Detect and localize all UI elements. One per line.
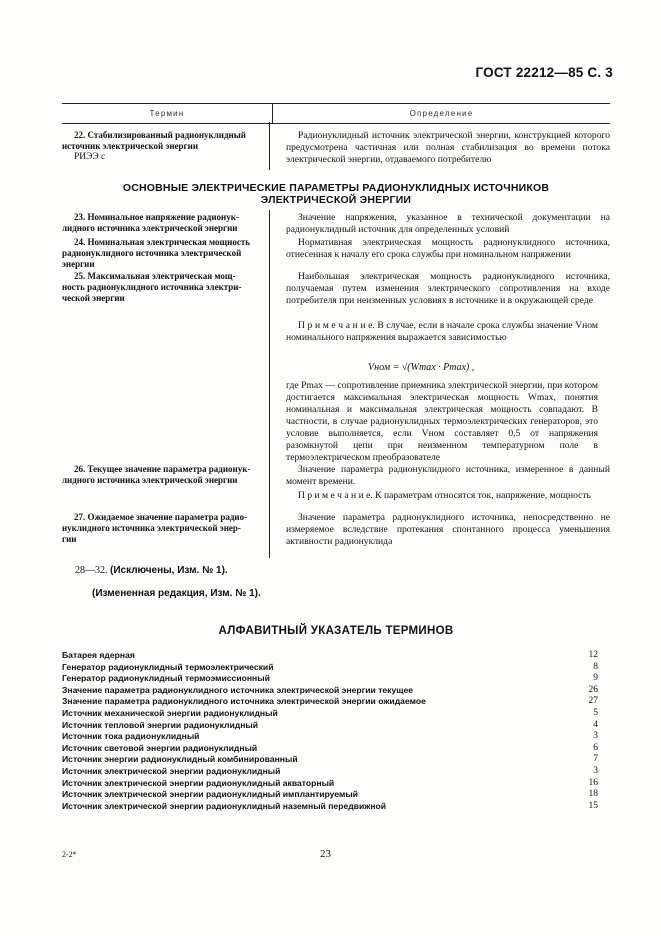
term-cell: 25. Максимальная электрическая мощ- ность радионуклидного источника электри- ческой энергии — [62, 271, 242, 303]
index-term: Значение параметра радионуклидного источника электрической энергии текущее — [62, 684, 414, 695]
term-cell: 23. Номинальное напряжение радионук- лидного источника электрической энергии — [62, 212, 239, 233]
index-item — [62, 696, 598, 708]
index-item — [62, 731, 598, 743]
index-term: Источник электрической энергии радионуклидный — [62, 765, 281, 776]
table-row — [62, 130, 610, 166]
table-row — [62, 464, 610, 488]
index-number: 3 — [593, 765, 598, 776]
index-term: Генератор радионуклидный термоэлектрический — [62, 661, 274, 672]
index-term: Источник тепловой энергии радионуклидный — [62, 719, 259, 730]
index-item — [62, 720, 598, 732]
definition-cell: Нормативная электрическая мощность радионуклидного источника, отнесенная к началу его срока службы при номинальном напряжении — [286, 237, 610, 260]
section-title: ОСНОВНЫЕ ЭЛЕКТРИЧЕСКИЕ ПАРАМЕТРЫ РАДИОНУКЛИДНЫХ ИСТОЧНИКОВ ЭЛЕКТРИЧЕСКОЙ ЭНЕРГИИ — [122, 182, 550, 206]
table-row — [62, 237, 610, 270]
index-item — [62, 650, 598, 662]
index-number: 6 — [593, 742, 598, 753]
index-number: 8 — [593, 661, 598, 672]
definition-cell: Радионуклидный источник электрической энергии, конструкцией которого предусмотрена частичная или полная стабилизация во времени потока электрической энергии, отдаваемого потребителю — [286, 130, 610, 165]
table-row — [62, 512, 610, 548]
index-item — [62, 754, 598, 766]
index-title: АЛФАВИТНЫЙ УКАЗАТЕЛЬ ТЕРМИНОВ — [218, 625, 454, 637]
page-number: 23 — [320, 848, 331, 860]
index-term: Источник электрической энергии радионуклидный акваторный — [62, 777, 335, 788]
term-cell: 24. Номинальная электрическая мощность радионуклидного источника электрической энергии — [62, 237, 251, 269]
index-item — [62, 662, 598, 674]
index-number: 7 — [593, 754, 598, 765]
index-number: 3 — [593, 731, 598, 742]
index-number: 9 — [593, 673, 598, 684]
index-item — [62, 778, 598, 790]
terms-table — [62, 103, 610, 166]
index-number: 27 — [588, 696, 598, 707]
index-item — [62, 673, 598, 685]
index-term: Источник электрической энергии радионуклидный наземный передвижной — [62, 800, 387, 811]
table-header — [62, 103, 610, 124]
index-number: 12 — [588, 650, 598, 660]
definition-cell: Наибольшая электрическая мощность радионуклидного источника, получаемая путем изменения электрического сопротивления на входе потребителя при неизменных условиях в источнике и в окружающей среде — [286, 271, 610, 306]
index-term: Батарея ядерная — [62, 650, 135, 660]
revised-note: (Измененная редакция, Изм. № 1). — [92, 588, 261, 599]
index-number: 4 — [593, 719, 598, 730]
index-term: Источник тока радионуклидный — [62, 731, 200, 742]
index-term: Источник механической энергии радионуклидный — [62, 707, 278, 718]
column-header-definition: Определение — [409, 109, 474, 118]
index-item — [62, 801, 598, 813]
footer-code: 2-2* — [62, 850, 77, 859]
formula: Vном = √(Wmax · Pmax) , — [368, 362, 475, 373]
term-cell: 22. Стабилизированный радионуклидный источник электрической энергии РИЭЭ с — [62, 130, 272, 166]
document-code: ГОСТ 22212—85 С. 3 — [475, 65, 613, 80]
term-abbreviation: РИЭЭ с — [74, 152, 106, 162]
index-item — [62, 766, 598, 778]
index-number: 26 — [588, 684, 598, 695]
table-row — [62, 271, 610, 307]
definition-cell: Значение параметра радионуклидного источника, непосредственно не измеряемое вследствие протекания спонтанного процесса уменьшения активности радионуклида — [286, 512, 610, 547]
index-number: 18 — [588, 789, 598, 800]
term-cell: 26. Текущее значение параметра радионук- лидного источника электрической энергии — [62, 464, 251, 485]
index-term: Генератор радионуклидный термоэмиссионный — [62, 673, 270, 684]
note-text: П р и м е ч а н и е. В случае, если в начале срока службы значение Vном номинального напряжения выражается зависимостью — [286, 320, 598, 343]
index-term: Источник энергии радионуклидный комбинированный — [62, 754, 298, 765]
table-row — [62, 212, 610, 236]
index-term: Источник световой энергии радионуклидный — [62, 742, 258, 753]
note-text: П р и м е ч а н и е. К параметрам относятся ток, напряжение, мощность — [298, 490, 591, 501]
definition-cell: Значение параметра радионуклидного источника, измеренное в данный момент времени. — [286, 464, 610, 487]
index-item — [62, 708, 598, 720]
index-item — [62, 789, 598, 801]
excluded-note: 28—32. (Исключены, Изм. № 1). — [75, 565, 228, 576]
term-cell: 27. Ожидаемое значение параметра радио- нуклидного источника электрической энер- гии — [62, 512, 248, 544]
index-number: 15 — [588, 800, 598, 811]
index-list — [62, 650, 598, 812]
index-number: 5 — [593, 707, 598, 718]
note-text: где Pmax — сопротивление приемника электрической энергии, при котором достигается максимальная электрическая мощность Wmax, понятия номинальная и максимальная электрическая мощность совпадают. В частности, в случае радионуклидных термоэлектрических генераторов, это условие выполняется, если Vном составляет 0,5 от напряжения разомкнутой цепи при неизменном температурном поле в термоэлектрическом преобразователе — [286, 380, 598, 463]
index-number: 16 — [588, 777, 598, 788]
column-header-term: Термин — [62, 104, 273, 123]
column-divider — [269, 122, 270, 170]
definition-cell: Значение напряжения, указанное в технической документации на радионуклидный источник для определенных условий — [286, 212, 610, 235]
index-item — [62, 685, 598, 697]
index-item — [62, 743, 598, 755]
index-term: Источник электрической энергии радионуклидный имплантируемый — [62, 789, 358, 800]
index-term: Значение параметра радионуклидного источника электрической энергии ожидаемое — [62, 696, 426, 707]
